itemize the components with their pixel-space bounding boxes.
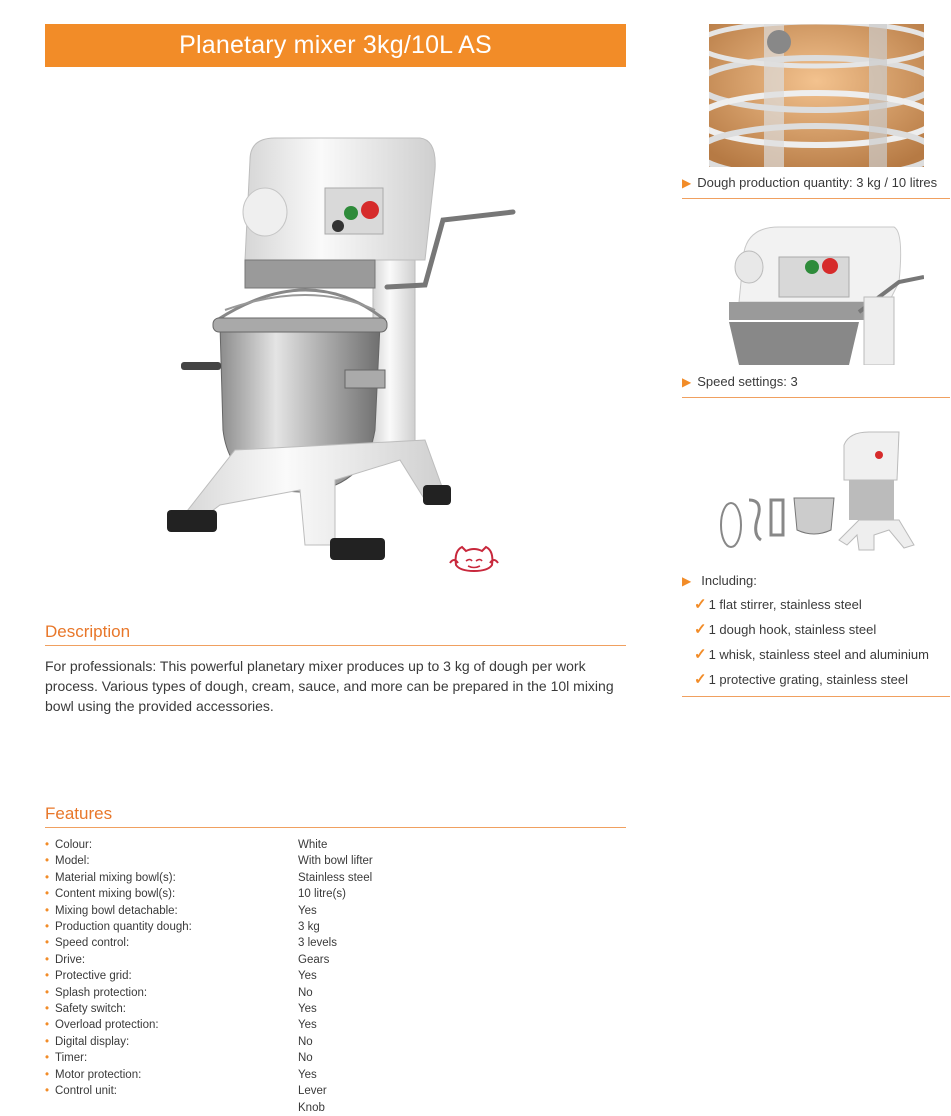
feature-value: White (298, 839, 328, 851)
including-list (682, 596, 950, 696)
bullet-icon: • (45, 1019, 50, 1032)
feature-row (45, 1001, 625, 1017)
bullet-icon: • (45, 970, 50, 983)
checkmark-icon: ✓ (694, 596, 707, 613)
feature-row (45, 1017, 625, 1033)
including-item-text: 1 protective grating, stainless steel (708, 672, 909, 687)
checkmark-icon: ✓ (694, 646, 707, 663)
feature-value: 10 litre(s) (298, 888, 346, 901)
caption-dough-quantity: ▶ Dough production quantity: 3 kg / 10 litres (682, 175, 950, 199)
bullet-icon: • (45, 1035, 50, 1048)
feature-row (45, 952, 625, 968)
feature-label: Digital display: (55, 1035, 130, 1048)
feature-label: Safety switch: (55, 1003, 126, 1016)
feature-row (45, 985, 625, 1001)
feature-label: Drive: (55, 953, 86, 966)
caption-speed-settings: ▶ Speed settings: 3 (682, 374, 950, 398)
feature-label: Mixing bowl detachable: (55, 904, 178, 917)
feature-row (45, 935, 625, 951)
including-item (694, 671, 950, 696)
bullet-icon: • (45, 1085, 50, 1098)
feature-row (45, 903, 625, 919)
control-panel-image (709, 222, 924, 365)
feature-label: Protective grid: (55, 970, 132, 983)
feature-label: Speed control: (55, 937, 130, 950)
feature-row (45, 968, 625, 984)
bullet-icon: • (45, 1003, 50, 1016)
feature-label: Production quantity dough: (55, 921, 192, 934)
feature-label: Control unit: (55, 1085, 118, 1098)
arrow-right-icon: ▶ (682, 176, 692, 190)
bullet-icon: • (45, 839, 50, 851)
feature-value: Yes (298, 904, 317, 917)
feature-label: Timer: (55, 1052, 88, 1065)
bullet-icon: • (45, 953, 50, 966)
feature-value: Stainless steel (298, 871, 373, 884)
checkmark-icon: ✓ (694, 671, 707, 688)
feature-value: Yes (298, 1019, 317, 1032)
bullet-icon: • (45, 871, 50, 884)
feature-row (45, 886, 625, 902)
divider (682, 696, 950, 697)
including-item-text: 1 whisk, stainless steel and aluminium (708, 647, 929, 662)
feature-value: Gears (298, 953, 330, 966)
brand-logo-icon (448, 541, 500, 573)
bullet-icon (45, 1100, 55, 1116)
including-label: Including: (701, 573, 757, 588)
feature-value: Yes (298, 970, 317, 983)
feature-label: Overload protection: (55, 1019, 159, 1032)
page-title: Planetary mixer 3kg/10L AS (45, 24, 626, 67)
dough-closeup-image (709, 24, 924, 167)
feature-value: Knob (298, 1101, 325, 1114)
including-item (694, 646, 950, 671)
feature-label: Content mixing bowl(s): (55, 888, 176, 901)
feature-value: Lever (298, 1085, 327, 1098)
feature-label: Model: (55, 855, 90, 868)
bullet-icon: • (45, 921, 50, 934)
bullet-icon: • (45, 1052, 50, 1065)
including-item (694, 596, 950, 621)
product-image (125, 100, 545, 592)
feature-value: With bowl lifter (298, 855, 373, 868)
feature-value: Yes (298, 1068, 317, 1081)
accessories-image (709, 420, 924, 563)
bullet-icon: • (45, 904, 50, 917)
feature-value: No (298, 1035, 313, 1048)
including-item-text: 1 flat stirrer, stainless steel (708, 597, 862, 612)
including-item-text: 1 dough hook, stainless steel (708, 622, 877, 637)
feature-label: Material mixing bowl(s): (55, 871, 176, 884)
feature-label: Motor protection: (55, 1068, 142, 1081)
feature-value: 3 levels (298, 937, 337, 950)
arrow-right-icon: ▶ (682, 375, 692, 389)
features-list (45, 837, 625, 1116)
feature-label: Colour: (55, 839, 93, 851)
feature-value: 3 kg (298, 921, 320, 934)
feature-value: No (298, 986, 313, 999)
feature-row (45, 870, 625, 886)
including-item (694, 621, 950, 646)
bullet-icon: • (45, 986, 50, 999)
feature-row (45, 1067, 625, 1083)
bullet-icon: • (45, 855, 50, 868)
feature-label: Splash protection: (55, 986, 148, 999)
feature-row (45, 1034, 625, 1050)
feature-value: Yes (298, 1003, 317, 1016)
feature-row (45, 1083, 625, 1099)
feature-row (45, 853, 625, 869)
bullet-icon: • (45, 1068, 50, 1081)
description-text: For professionals: This powerful planetary mixer produces up to 3 kg of dough per work process. Various types of dough, cream, sauce, and more can be prepared in the 10l mixing bowl using the provided accessories. (45, 658, 614, 714)
including-section (682, 572, 950, 696)
bullet-icon: • (45, 937, 50, 950)
description-heading: Description (45, 622, 626, 646)
feature-row (45, 1100, 625, 1116)
checkmark-icon: ✓ (694, 621, 707, 638)
feature-row (45, 837, 625, 853)
feature-row (45, 919, 625, 935)
feature-value: No (298, 1052, 313, 1065)
feature-row (45, 1050, 625, 1066)
bullet-icon: • (45, 888, 50, 901)
arrow-right-icon: ▶ (682, 574, 692, 588)
features-heading: Features (45, 804, 626, 828)
